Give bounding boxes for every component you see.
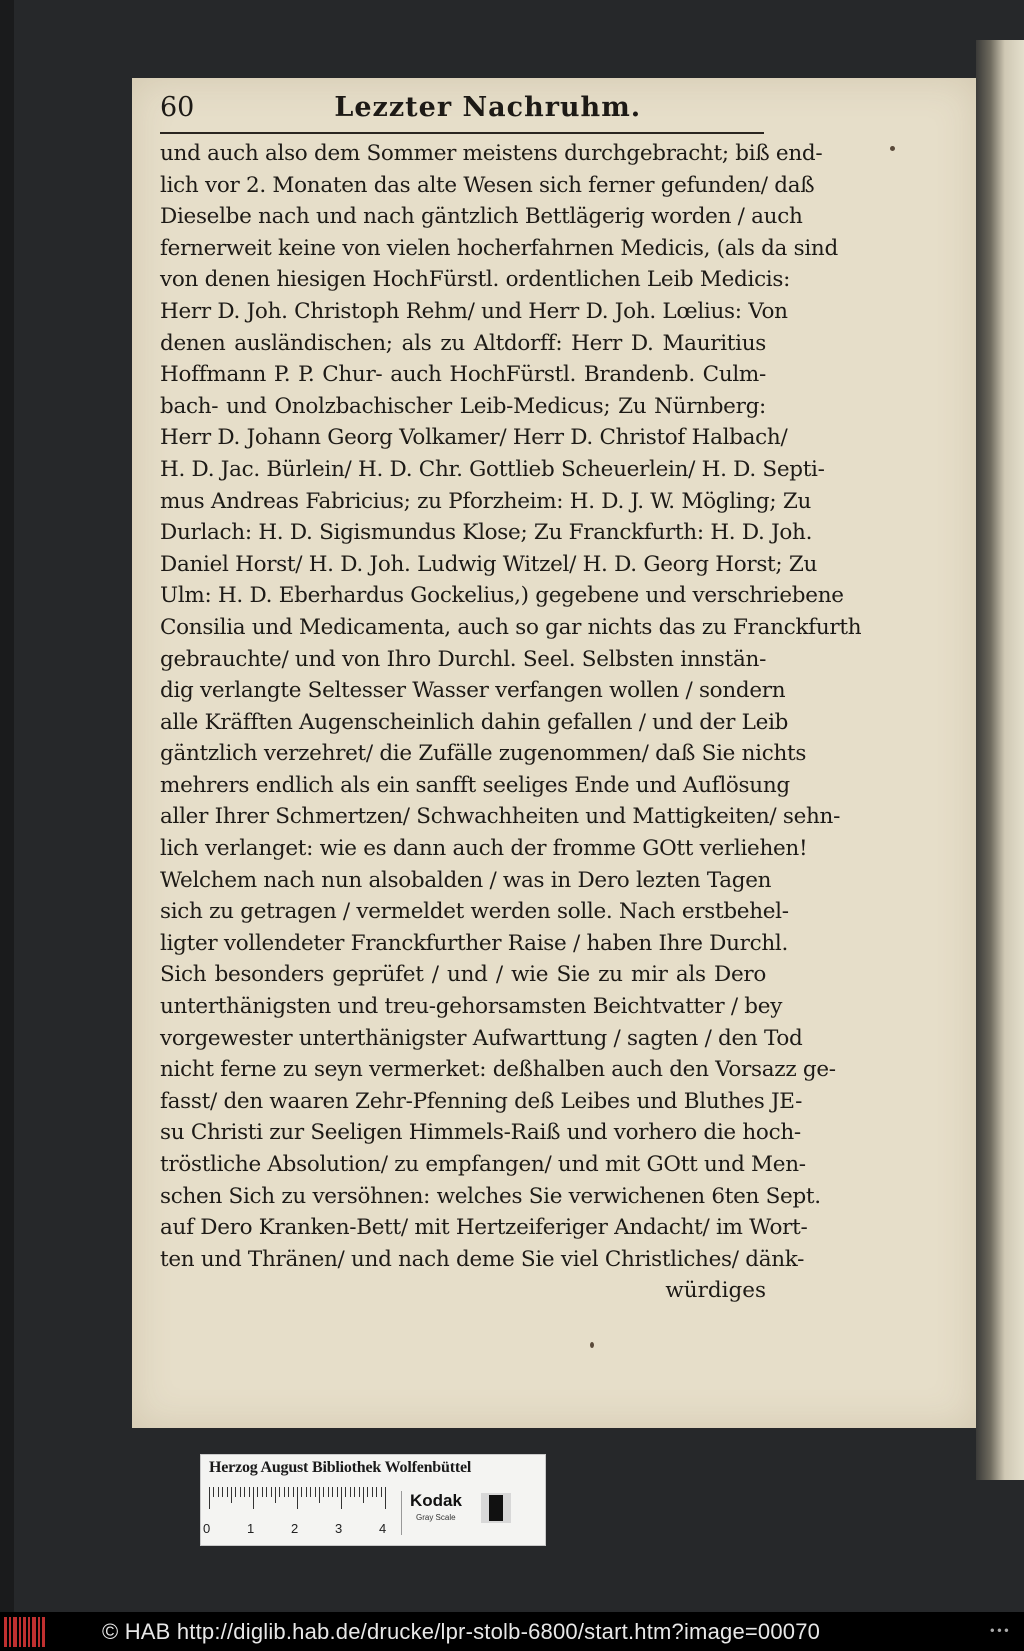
ruler-tick <box>213 1487 214 1497</box>
ruler-tick <box>279 1487 280 1497</box>
text-line: bach- und Onolzbachischer Leib-Medicus; Zu Nürnberg: <box>160 393 766 419</box>
ruler-tick <box>244 1487 245 1497</box>
text-line: alle Kräfften Augenscheinlich dahin gefallen / und der Leib <box>160 709 789 735</box>
text-line: su Christi zur Seeligen Himmels-Raiß und vorhero die hoch- <box>160 1120 801 1146</box>
text-line: tröstliche Absolution/ zu empfangen/ und mit GOtt und Men- <box>160 1152 806 1177</box>
text-line: mus Andreas Fabricius; zu Pforzheim: H. D. J. W. Mögling; Zu <box>160 488 812 514</box>
text-line: nicht ferne zu seyn vermerket: deßhalben auch den Vorsazz ge- <box>160 1057 836 1083</box>
ruler-tick <box>328 1487 329 1497</box>
hab-barcode-logo-icon <box>4 1617 46 1647</box>
scale-number: 4 <box>379 1521 387 1536</box>
ruler-tick <box>249 1487 250 1497</box>
text-line: Durlach: H. D. Sigismundus Klose; Zu Franckfurth: H. D. Joh. <box>160 520 813 546</box>
ruler-tick <box>359 1487 360 1497</box>
ruler-tick <box>372 1487 373 1497</box>
ruler-tick <box>253 1487 254 1509</box>
ruler-tick <box>257 1487 258 1497</box>
text-line: ligter vollendeter Franckfurther Raise / haben Ihre Durchl. <box>160 930 789 956</box>
ruler-tick <box>345 1487 346 1497</box>
ruler-tick <box>363 1487 364 1503</box>
scale-ruler <box>209 1487 395 1509</box>
text-line: gebrauchte/ und von Ihro Durchl. Seel. Selbsten innstän- <box>160 646 767 672</box>
page-fold <box>976 40 1024 1480</box>
ruler-tick <box>301 1487 302 1497</box>
text-line: Consilia und Medicamenta, auch so gar nichts das zu Franckfurth <box>160 614 862 640</box>
ruler-tick <box>284 1487 285 1497</box>
text-line: Herr D. Johann Georg Volkamer/ Herr D. Christof Halbach/ <box>160 425 788 451</box>
ruler-tick <box>367 1487 368 1497</box>
text-line: H. D. Jac. Bürlein/ H. D. Chr. Gottlieb Scheuerlein/ H. D. Septi- <box>160 456 825 482</box>
text-line: mehrers endlich als ein sanfft seeliges Ende und Auflösung <box>160 772 790 798</box>
page-header <box>160 92 760 132</box>
text-line: und auch also dem Sommer meistens durchgebracht; biß end- <box>160 141 823 166</box>
text-line: Ulm: H. D. Eberhardus Gockelius,) gegebene und verschriebene <box>160 583 844 609</box>
text-line: auf Dero Kranken-Bett/ mit Hertzeiferiger Andacht/ im Wort- <box>160 1215 808 1241</box>
black-patch <box>489 1495 503 1521</box>
ruler-tick <box>297 1487 298 1509</box>
text-line: Welchem nach nun alsobalden / was in Dero lezten Tagen <box>160 867 772 893</box>
ruler-tick <box>218 1487 219 1497</box>
ruler-tick <box>235 1487 236 1497</box>
color-calibration-card <box>200 1454 546 1546</box>
text-line: Herr D. Joh. Christoph Rehm/ und Herr D. Joh. Lœlius: Von <box>160 298 788 324</box>
ruler-tick <box>385 1487 386 1509</box>
text-line: denen ausländischen; als zu Altdorff: Herr D. Mauritius <box>160 330 766 356</box>
paper-speck <box>890 146 895 151</box>
kodak-label <box>401 1491 474 1535</box>
text-line: dig verlangte Seltesser Wasser verfangen wollen / sondern <box>160 678 786 704</box>
catchword: würdiges <box>665 1278 766 1304</box>
ruler-tick <box>262 1487 263 1497</box>
ruler-tick <box>332 1487 333 1497</box>
ruler-tick <box>310 1487 311 1497</box>
gray-patch <box>481 1493 511 1523</box>
card-title: Herzog August Bibliothek Wolfenbüttel <box>209 1459 472 1476</box>
ruler-tick <box>337 1487 338 1497</box>
text-line: von denen hiesigen HochFürstl. ordentlichen Leib Medicis: <box>160 267 791 293</box>
text-line: fasst/ den waaren Zehr-Pfenning deß Leibes und Bluthes JE- <box>160 1088 803 1114</box>
text-line: Hoffmann P. P. Chur- auch HochFürstl. Brandenb. Culm- <box>160 362 766 388</box>
ruler-tick <box>227 1487 228 1497</box>
text-line: sich zu getragen / vermeldet werden solle. Nach erstbehel- <box>160 899 789 925</box>
scanner-edge <box>0 0 14 1612</box>
text-line: unterthänigsten und treu-gehorsamsten Beichtvatter / bey <box>160 994 783 1020</box>
ruler-tick <box>288 1487 289 1497</box>
footer-bar <box>0 1612 1024 1651</box>
scale-numbers <box>203 1521 403 1541</box>
text-line: lich vor 2. Monaten das alte Wesen sich ferner gefunden/ daß <box>160 172 815 198</box>
ruler-tick <box>275 1487 276 1503</box>
ruler-tick <box>350 1487 351 1497</box>
ruler-tick <box>354 1487 355 1497</box>
ruler-tick <box>240 1487 241 1497</box>
kodak-subtitle: Gray Scale <box>416 1513 456 1522</box>
ruler-tick <box>209 1487 210 1509</box>
running-title: Lezzter Nachruhm. <box>334 92 642 123</box>
ruler-tick <box>293 1487 294 1497</box>
footer-copyright-link[interactable]: © HAB http://diglib.hab.de/drucke/lpr-stolb-6800/start.htm?image=00070 <box>102 1618 821 1644</box>
ruler-tick <box>376 1487 377 1497</box>
ruler-tick <box>271 1487 272 1497</box>
text-line: Daniel Horst/ H. D. Joh. Ludwig Witzel/ H. D. Georg Horst; Zu <box>160 551 818 577</box>
ruler-tick <box>231 1487 232 1503</box>
header-rule <box>160 132 764 134</box>
ruler-tick <box>222 1487 223 1497</box>
ruler-tick <box>341 1487 342 1509</box>
text-line: schen Sich zu versöhnen: welches Sie verwichenen 6ten Sept. <box>160 1183 821 1209</box>
scale-number: 3 <box>335 1521 343 1536</box>
ruler-tick <box>315 1487 316 1497</box>
paper-speck <box>590 1342 594 1348</box>
ruler-tick <box>381 1487 382 1497</box>
text-line: Sich besonders geprüfet / und / wie Sie zu mir als Dero <box>160 962 766 988</box>
page-number: 60 <box>160 92 195 123</box>
footer-dots: ••• <box>988 1624 1010 1638</box>
scale-number: 2 <box>291 1521 299 1536</box>
text-line: fernerweit keine von vielen hocherfahrnen Medicis, (als da sind <box>160 235 838 261</box>
ruler-tick <box>306 1487 307 1497</box>
scale-number: 1 <box>247 1521 255 1536</box>
ruler-tick <box>266 1487 267 1497</box>
text-line: vorgewester unterthänigster Aufwarttung / sagten / den Tod <box>160 1025 803 1051</box>
text-line: aller Ihrer Schmertzen/ Schwachheiten und Mattigkeiten/ sehn- <box>160 804 841 830</box>
scale-number: 0 <box>203 1521 211 1536</box>
ruler-tick <box>319 1487 320 1503</box>
ruler-tick <box>323 1487 324 1497</box>
text-line: Dieselbe nach und nach gäntzlich Bettlägerig worden / auch <box>160 204 803 230</box>
text-line: gäntzlich verzehret/ die Zufälle zugenommen/ daß Sie nichts <box>160 741 807 767</box>
text-line: ten und Thränen/ und nach deme Sie viel Christliches/ dänk- <box>160 1246 805 1272</box>
body-text <box>160 138 862 1307</box>
kodak-brand: Kodak <box>410 1491 462 1510</box>
text-line: lich verlanget: wie es dann auch der fromme GOtt verliehen! <box>160 836 808 862</box>
